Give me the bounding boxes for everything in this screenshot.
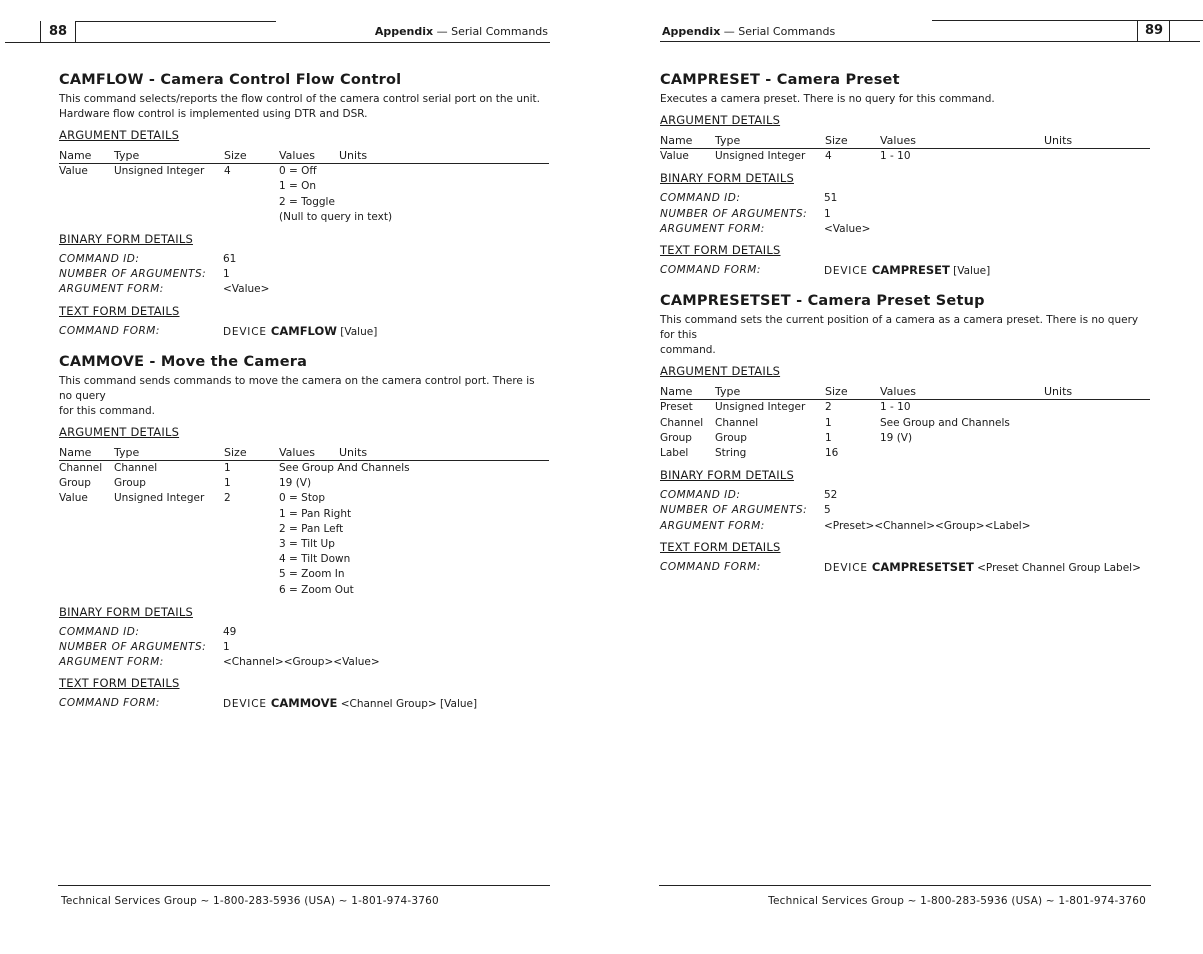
text-form-details [59, 696, 549, 712]
description-line: Executes a camera preset. There is no query for this command. [660, 93, 995, 105]
table-row [59, 552, 549, 567]
page-number-box-right [1169, 20, 1170, 41]
command-id-value: 61 [223, 253, 237, 266]
num-args-label: NUMBER OF ARGUMENTS: [59, 268, 207, 281]
text-form-heading: TEXT FORM DETAILS [59, 303, 180, 318]
command-name: CAMPRESETSET [871, 559, 974, 574]
description-line: This command sends commands to move the camera on the camera control port. There is no query [59, 374, 535, 402]
campresetset-section [660, 293, 1150, 576]
cell-size: 2 [224, 492, 231, 505]
argument-table [660, 133, 1150, 164]
argument-table [59, 445, 549, 598]
column-header: Values [880, 134, 916, 147]
page-number: 88 [49, 24, 68, 39]
section-description [660, 92, 1150, 107]
section-title: CAMPRESET - Camera Preset [660, 72, 900, 88]
command-args: [Value] [336, 325, 378, 338]
command-args: [Value] [949, 265, 991, 278]
command-form-value [824, 263, 990, 279]
arg-form-label: ARGUMENT FORM: [660, 519, 765, 532]
cell-name: Channel [660, 416, 704, 429]
command-name: CAMPRESET [871, 263, 950, 278]
column-header: Size [224, 445, 247, 459]
argument-table [660, 384, 1150, 461]
cell-type: Group [114, 477, 146, 490]
table-row [59, 522, 549, 537]
page-number-box-left [1137, 20, 1138, 41]
right-content [660, 72, 1150, 582]
text-form-details [660, 263, 1150, 279]
table-row [59, 567, 549, 582]
column-header: Size [825, 385, 848, 399]
column-header: Units [1044, 385, 1073, 399]
command-form-label: COMMAND FORM: [59, 324, 160, 337]
table-row [660, 431, 1150, 446]
cell-type: Channel [114, 462, 158, 475]
section-description [59, 92, 549, 122]
cell-values: 19 (V) [279, 477, 312, 490]
description-line: for this command. [59, 404, 156, 417]
command-name: CAMFLOW [270, 323, 337, 338]
command-args: <Preset Channel Group Label> [973, 561, 1141, 574]
cell-name: Group [660, 431, 692, 444]
cell-values: 1 = Pan Right [279, 507, 352, 520]
table-row [660, 149, 1150, 164]
cell-size: 1 [825, 431, 832, 444]
right-page [600, 0, 1200, 954]
command-form-value [223, 696, 477, 712]
command-device: DEVICE [824, 561, 872, 574]
cell-size: 1 [224, 462, 231, 475]
command-id-label: COMMAND ID: [660, 489, 741, 502]
cell-values: See Group and Channels [880, 416, 1010, 429]
command-form-value [824, 560, 1141, 576]
binary-form-details [59, 252, 549, 298]
cell-type: Unsigned Integer [114, 165, 205, 178]
cell-values: 5 = Zoom In [279, 568, 345, 581]
table-header [660, 384, 1150, 400]
cell-values: 0 = Stop [279, 492, 326, 505]
cell-name: Value [660, 150, 689, 163]
command-id-label: COMMAND ID: [660, 192, 741, 205]
camflow-section [59, 72, 549, 340]
cell-values: 2 = Toggle [279, 195, 335, 208]
cell-values: (Null to query in text) [279, 210, 393, 223]
num-args-value: 5 [824, 504, 831, 517]
num-args-label: NUMBER OF ARGUMENTS: [660, 207, 808, 220]
running-header [375, 25, 548, 38]
table-header [660, 133, 1150, 149]
command-form-value [223, 324, 377, 340]
cell-name: Value [59, 492, 88, 505]
cell-size: 1 [224, 477, 231, 490]
column-header: Name [59, 149, 92, 162]
cell-values: See Group And Channels [279, 462, 410, 475]
table-row [660, 400, 1150, 415]
cell-name: Value [59, 165, 88, 178]
left-content [59, 72, 549, 719]
cell-values: 3 = Tilt Up [279, 538, 335, 551]
footer-rule [659, 885, 1151, 886]
column-header: Type [715, 385, 741, 399]
text-form-heading: TEXT FORM DETAILS [59, 676, 180, 691]
table-row [59, 461, 549, 476]
header-topic: Serial Commands [738, 25, 836, 38]
column-header: Size [825, 134, 848, 147]
command-id-value: 52 [824, 489, 838, 502]
section-description [660, 313, 1150, 358]
command-form-label: COMMAND FORM: [660, 560, 761, 573]
column-header: Size [224, 149, 247, 162]
command-device: DEVICE [223, 325, 271, 338]
left-page [0, 0, 600, 954]
cell-type: Unsigned Integer [114, 492, 205, 505]
campreset-section [660, 72, 1150, 279]
command-form-label: COMMAND FORM: [660, 264, 761, 277]
text-form-details [59, 324, 549, 340]
table-row [59, 507, 549, 522]
binary-form-heading: BINARY FORM DETAILS [660, 171, 794, 186]
table-row [59, 491, 549, 506]
table-row [59, 476, 549, 491]
footer-rule [58, 885, 550, 886]
column-header: Units [1044, 134, 1073, 147]
argument-table [59, 148, 549, 225]
num-args-value: 1 [223, 641, 230, 654]
column-header: Units [339, 445, 368, 459]
binary-form-details [59, 625, 549, 671]
cell-size: 4 [825, 150, 832, 163]
cell-size: 4 [224, 165, 231, 178]
cell-values: 0 = Off [279, 165, 317, 178]
cell-values: 1 - 10 [880, 150, 911, 163]
table-row [59, 210, 549, 225]
command-form-label: COMMAND FORM: [59, 697, 160, 710]
argument-details-heading: ARGUMENT DETAILS [59, 424, 180, 439]
table-row [59, 537, 549, 552]
command-device: DEVICE [824, 265, 872, 278]
arg-form-label: ARGUMENT FORM: [59, 656, 164, 669]
header-rule-top [932, 20, 1203, 21]
column-header: Type [114, 149, 140, 162]
cell-size: 2 [825, 401, 832, 414]
section-title: CAMPRESETSET - Camera Preset Setup [660, 293, 985, 310]
table-row [59, 179, 549, 194]
column-header: Type [114, 445, 140, 459]
description-line: This command selects/reports the flow control of the camera control serial port on the unit. [59, 93, 541, 105]
arg-form-label: ARGUMENT FORM: [59, 283, 164, 296]
cell-name: Label [660, 447, 689, 460]
cell-name: Preset [660, 401, 693, 414]
description-line: Hardware flow control is implemented using DTR and DSR. [59, 108, 368, 120]
command-id-label: COMMAND ID: [59, 625, 140, 638]
num-args-label: NUMBER OF ARGUMENTS: [660, 504, 808, 517]
cell-values: 4 = Tilt Down [279, 553, 351, 566]
section-title: CAMFLOW - Camera Control Flow Control [59, 72, 402, 88]
table-row [660, 416, 1150, 431]
arg-form-label: ARGUMENT FORM: [660, 222, 765, 235]
column-header: Values [880, 385, 916, 399]
arg-form-value: <Channel><Group><Value> [223, 656, 380, 669]
command-args: <Channel Group> [Value] [337, 698, 478, 711]
num-args-value: 1 [223, 268, 230, 281]
table-row [59, 583, 549, 598]
column-header: Values [279, 445, 315, 459]
column-header: Units [339, 149, 368, 162]
binary-form-heading: BINARY FORM DETAILS [59, 604, 193, 619]
cell-values: 1 = On [279, 180, 317, 193]
table-header [59, 445, 549, 461]
cell-type: String [715, 447, 747, 460]
header-rule [5, 42, 550, 43]
cell-type: Unsigned Integer [715, 150, 806, 163]
description-line: This command sets the current position of a camera as a camera preset. There is no query for this [660, 314, 1139, 342]
footer-text: Technical Services Group ~ 1-800-283-5936 (USA) ~ 1-801-974-3760 [768, 895, 1146, 907]
column-header: Name [59, 445, 92, 459]
table-header [59, 148, 549, 164]
table-row [59, 195, 549, 210]
command-name: CAMMOVE [270, 696, 338, 711]
argument-details-heading: ARGUMENT DETAILS [660, 364, 781, 379]
argument-details-heading: ARGUMENT DETAILS [660, 113, 781, 127]
arg-form-value: <Value> [223, 283, 270, 296]
text-form-details [660, 560, 1150, 576]
command-id-label: COMMAND ID: [59, 253, 140, 266]
header-rule-top [75, 21, 276, 22]
cell-size: 1 [825, 416, 832, 429]
cell-values: 6 = Zoom Out [279, 583, 354, 596]
footer-text: Technical Services Group ~ 1-800-283-5936 (USA) ~ 1-801-974-3760 [61, 895, 439, 907]
cell-size: 16 [825, 447, 839, 460]
cell-values: 2 = Pan Left [279, 522, 344, 535]
cammove-section [59, 354, 549, 713]
text-form-heading: TEXT FORM DETAILS [660, 539, 781, 554]
binary-form-details [660, 488, 1150, 534]
header-separator: — [720, 25, 739, 38]
header-separator: — [433, 25, 452, 38]
arg-form-value: <Value> [824, 222, 871, 235]
arg-form-value: <Preset><Channel><Group><Label> [824, 519, 1031, 532]
cell-type: Channel [715, 416, 759, 429]
section-description [59, 374, 549, 419]
column-header: Name [660, 134, 693, 147]
text-form-heading: TEXT FORM DETAILS [660, 243, 781, 258]
table-row [59, 164, 549, 179]
table-row [660, 446, 1150, 461]
command-device: DEVICE [223, 698, 271, 711]
cell-values: 1 - 10 [880, 401, 911, 414]
column-header: Type [715, 134, 741, 147]
binary-form-heading: BINARY FORM DETAILS [660, 468, 794, 483]
page-number-box-right [75, 21, 76, 42]
cell-type: Group [715, 431, 747, 444]
num-args-value: 1 [824, 207, 831, 220]
column-header: Values [279, 149, 315, 162]
header-section: Appendix [662, 25, 721, 38]
command-id-value: 51 [824, 192, 838, 205]
description-line: command. [660, 344, 716, 357]
cell-type: Unsigned Integer [715, 401, 806, 414]
argument-details-heading: ARGUMENT DETAILS [59, 128, 180, 142]
cell-values: 19 (V) [880, 431, 913, 444]
cell-name: Channel [59, 462, 103, 475]
page-number-box-left [40, 21, 41, 42]
header-topic: Serial Commands [451, 25, 548, 38]
cell-name: Group [59, 477, 91, 490]
binary-form-details [660, 191, 1150, 237]
header-section: Appendix [374, 25, 434, 38]
header-rule [660, 41, 1200, 42]
page-number: 89 [1145, 23, 1164, 38]
running-header [662, 25, 835, 38]
num-args-label: NUMBER OF ARGUMENTS: [59, 641, 207, 654]
binary-form-heading: BINARY FORM DETAILS [59, 232, 193, 247]
column-header: Name [660, 385, 693, 399]
command-id-value: 49 [223, 625, 237, 638]
section-title: CAMMOVE - Move the Camera [59, 353, 308, 370]
